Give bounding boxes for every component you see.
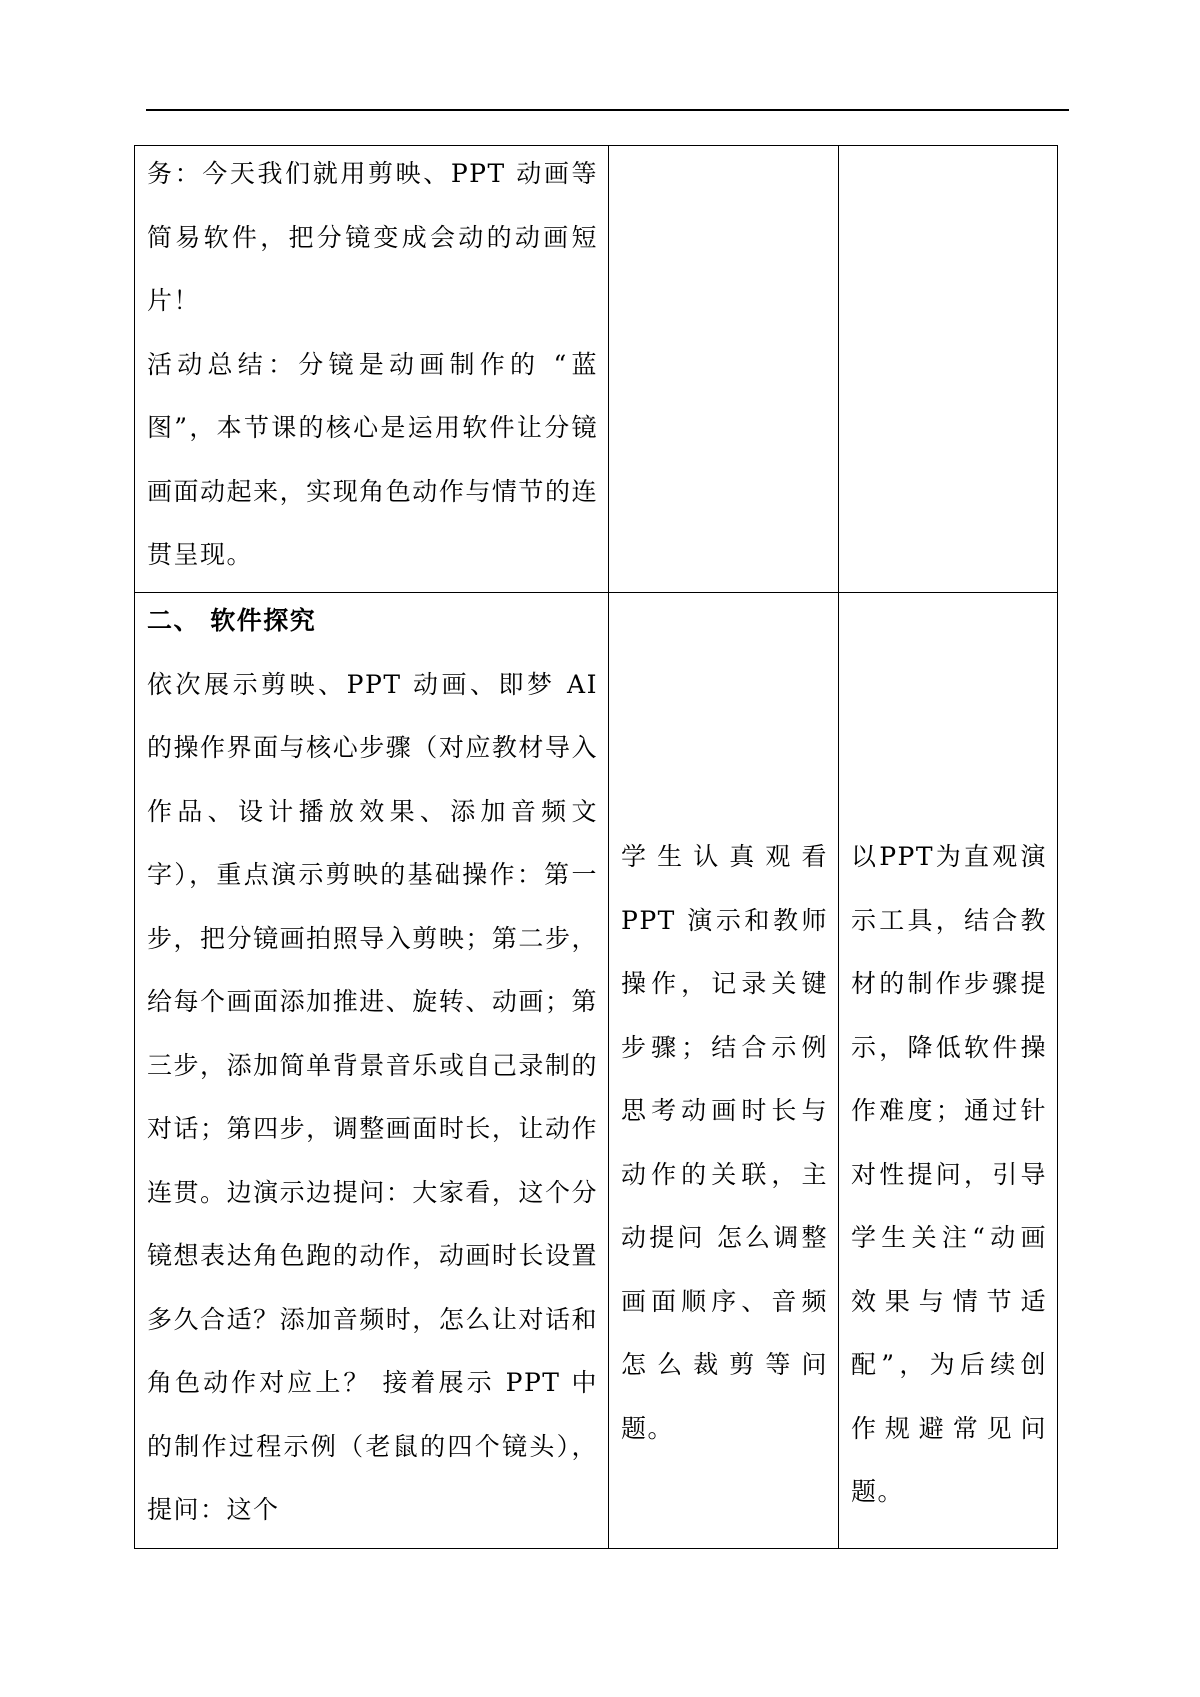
paragraph: 务：今天我们就用剪映、PPT 动画等简易软件，把分镜变成会动的动画短片！ <box>147 159 598 315</box>
teacher-activity-cell <box>135 146 609 593</box>
design-intent-cell <box>839 593 1058 1549</box>
activity-summary: 活动总结：分镜是动画制作的 “蓝图”，本节课的核心是运用软件让分镜画面动起来，实现角色动作与情节的连贯呈现。 <box>147 349 598 569</box>
header-rule <box>146 109 1069 111</box>
paragraph: 依次展示剪映、PPT 动画、即梦 AI 的操作界面与核心步骤（对应教材导入作品、设计播放效果、添加音频文字），重点演示剪映的基础操作：第一步，把分镜画拍照导入剪映；第二步，给每个画面添加推进、旋转、动画；第三步，添加简单背景音乐或自己录制的对话；第四步，调整画面时长，让动作连贯。边演示边提问：大家看，这个分镜想表达角色跑的动作，动画时长设置多久合适？添加音频时，怎么让对话和角色动作对应上？ 接着展示 PPT 中的制作过程示例（老鼠的四个镜头），提问：这个 <box>147 669 598 1524</box>
table-row <box>135 146 1058 593</box>
section-heading: 二、 软件探究 <box>147 606 317 635</box>
table-row <box>135 593 1058 1549</box>
teacher-activity-cell <box>135 593 609 1549</box>
student-activity-cell <box>609 146 839 593</box>
student-activity-cell <box>609 593 839 1549</box>
design-intent-cell <box>839 146 1058 593</box>
lesson-plan-table <box>134 145 1058 1549</box>
student-activity-text: 学生认真观看 PPT 演示和教师操作，记录关键步骤；结合示例思考动画时长与动作的关联，主动提问 怎么调整画面顺序、音频怎么裁剪等问题。 <box>621 842 828 1443</box>
design-intent-text: 以PPT为直观演示工具，结合教材的制作步骤提示，降低软件操作难度；通过针对性提问，引导学生关注“动画效果与情节适配”，为后续创作规避常见问题。 <box>851 842 1047 1506</box>
